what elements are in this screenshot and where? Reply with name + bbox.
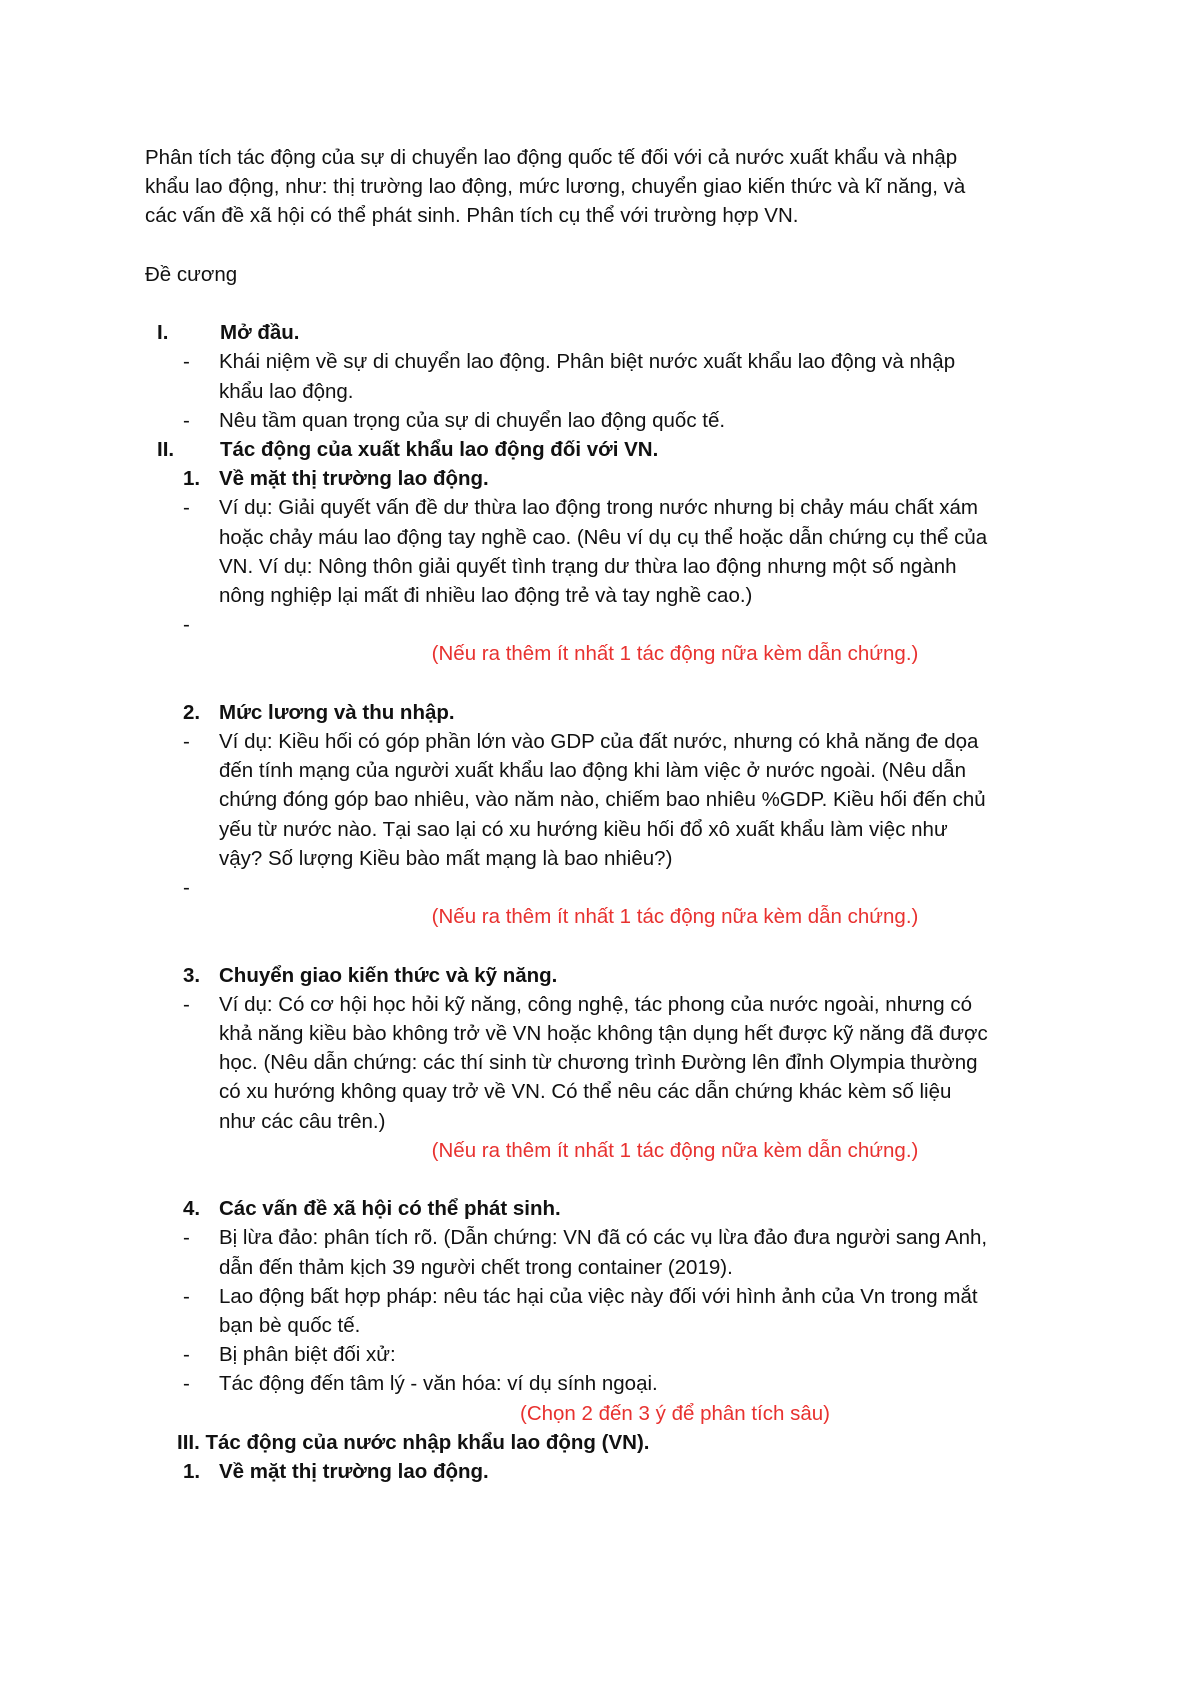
- text-line: Lao động bất hợp pháp: nêu tác hại của việc này đối với hình ảnh của Vn trong mắt: [219, 1284, 978, 1308]
- list-item-text: Bị phân biệt đối xử:: [219, 1343, 396, 1367]
- text-line: Ví dụ: Có cơ hội học hỏi kỹ năng, công nghệ, tác phong của nước ngoài, nhưng có: [219, 992, 972, 1016]
- bullet-dash: -: [183, 1284, 190, 1308]
- subsection-number: 4.: [183, 1197, 201, 1221]
- bullet-dash: -: [183, 1226, 190, 1250]
- subsection-heading: [183, 464, 1065, 493]
- text-line: khả năng kiều bào không trở về VN hoặc không tận dụng hết được kỹ năng đã được: [219, 1022, 988, 1046]
- list-item-text: [219, 1282, 978, 1340]
- section-number: II.: [157, 438, 175, 461]
- text-line: hoặc chảy máu lao động tay nghề cao. (Nêu ví dụ cụ thể hoặc dẫn chứng cụ thể của: [219, 525, 988, 549]
- bullet-dash: -: [183, 1372, 190, 1396]
- instruction-note: (Chọn 2 đến 3 ý để phân tích sâu): [520, 1401, 830, 1425]
- subsection-number: 1.: [183, 1460, 201, 1484]
- text-line: chứng đóng góp bao nhiêu, vào năm nào, chiếm bao nhiêu %GDP. Kiều hối đến chủ: [219, 788, 986, 812]
- list-item: [183, 406, 1065, 435]
- text-line: nông nghiệp lại mất đi nhiều lao động trẻ và tay nghề cao.): [219, 584, 753, 608]
- list-item: [183, 1282, 1065, 1340]
- text-line: như các câu trên.): [219, 1109, 386, 1133]
- subsection-number: 1.: [183, 467, 201, 491]
- text-line: vậy? Số lượng Kiều bào mất mạng là bao nhiêu?): [219, 846, 673, 870]
- section-heading: [157, 435, 1065, 464]
- list-item-text: [219, 1223, 987, 1281]
- text-line: VN. Ví dụ: Nông thôn giải quyết tình trạng dư thừa lao động nhưng một số ngành: [219, 554, 957, 578]
- text-line: khẩu lao động.: [219, 379, 354, 403]
- subsection-title: Về mặt thị trường lao động.: [219, 467, 489, 491]
- bullet-dash: -: [183, 613, 190, 637]
- list-item-text: Tác động đến tâm lý - văn hóa: ví dụ sính ngoại.: [219, 1372, 658, 1396]
- section-title: Mở đầu.: [220, 321, 300, 345]
- list-item: [183, 347, 1065, 405]
- bullet-dash: -: [183, 350, 190, 374]
- list-item-text: [219, 727, 986, 873]
- subsection-number: 2.: [183, 700, 201, 724]
- text-line: Ví dụ: Giải quyết vấn đề dư thừa lao động trong nước nhưng bị chảy máu chất xám: [219, 496, 978, 520]
- intro-line: các vấn đề xã hội có thể phát sinh. Phân tích cụ thể với trường hợp VN.: [145, 204, 799, 228]
- subsection-title: Chuyển giao kiến thức và kỹ năng.: [219, 963, 558, 987]
- intro-paragraph: [145, 143, 1065, 231]
- instruction-note: (Nếu ra thêm ít nhất 1 tác động nữa kèm dẫn chứng.): [431, 1138, 919, 1162]
- subsection-title: Các vấn đề xã hội có thể phát sinh.: [219, 1197, 561, 1221]
- list-item-text: [219, 493, 987, 610]
- text-line: Bị lừa đảo: phân tích rõ. (Dẫn chứng: VN đã có các vụ lừa đảo đưa người sang Anh,: [219, 1226, 988, 1250]
- list-item-empty: [183, 873, 1065, 902]
- section-title: III. Tác động của nước nhập khẩu lao động (VN).: [177, 1430, 650, 1454]
- list-item-text: Nêu tầm quan trọng của sự di chuyển lao động quốc tế.: [219, 408, 726, 432]
- intro-line: Phân tích tác động của sự di chuyển lao động quốc tế đối với cả nước xuất khẩu và nhập: [145, 146, 958, 169]
- text-line: bạn bè quốc tế.: [219, 1314, 361, 1338]
- list-item: [183, 1340, 1065, 1369]
- intro-line: khẩu lao động, như: thị trường lao động, mức lương, chuyển giao kiến thức và kĩ năng, và: [145, 175, 966, 199]
- text-line: Khái niệm về sự di chuyển lao động. Phân biệt nước xuất khẩu lao động và nhập: [219, 350, 956, 374]
- instruction-note: (Nếu ra thêm ít nhất 1 tác động nữa kèm dẫn chứng.): [431, 905, 919, 929]
- text-line: học. (Nêu dẫn chứng: các thí sinh từ chương trình Đường lên đỉnh Olympia thường: [219, 1051, 978, 1075]
- instruction-note: (Nếu ra thêm ít nhất 1 tác động nữa kèm dẫn chứng.): [431, 642, 919, 666]
- bullet-dash: -: [183, 1343, 190, 1367]
- subsection-title: Về mặt thị trường lao động.: [219, 1460, 489, 1484]
- text-line: dẫn đến thảm kịch 39 người chết trong container (2019).: [219, 1255, 733, 1279]
- text-line: yếu từ nước nào. Tại sao lại có xu hướng kiều hối đổ xô xuất khẩu làm việc như: [219, 817, 948, 841]
- list-item-text: [219, 347, 955, 405]
- section-heading: [157, 318, 1065, 347]
- bullet-dash: -: [183, 408, 190, 432]
- section-number: I.: [157, 321, 169, 345]
- list-item: [183, 1223, 1065, 1281]
- list-item: [183, 493, 1065, 610]
- subsection-number: 3.: [183, 963, 201, 987]
- bullet-dash: -: [183, 730, 190, 754]
- subsection-title: Mức lương và thu nhập.: [219, 700, 455, 724]
- subsection-heading: [183, 1457, 1065, 1486]
- section-title: Tác động của xuất khẩu lao động đối với VN.: [220, 438, 659, 461]
- list-item: [183, 727, 1065, 873]
- text-line: đến tính mạng của người xuất khẩu lao động khi làm việc ở nước ngoài. (Nêu dẫn: [219, 759, 966, 783]
- list-item: [183, 1369, 1065, 1398]
- bullet-dash: -: [183, 992, 190, 1016]
- list-item-text: [219, 990, 988, 1136]
- list-item-empty: [183, 610, 1065, 639]
- subsection-heading: [183, 961, 1065, 990]
- list-item: [183, 990, 1065, 1136]
- bullet-dash: -: [183, 496, 190, 520]
- bullet-dash: -: [183, 876, 190, 900]
- subsection-heading: [183, 698, 1065, 727]
- document-page: [145, 143, 1065, 1486]
- text-line: Ví dụ: Kiều hối có góp phần lớn vào GDP của đất nước, nhưng có khả năng đe dọa: [219, 730, 979, 754]
- text-line: có xu hướng không quay trở về VN. Có thể nêu các dẫn chứng khác kèm số liệu: [219, 1080, 952, 1104]
- outline-title: Đề cương: [145, 262, 238, 286]
- subsection-heading: [183, 1194, 1065, 1223]
